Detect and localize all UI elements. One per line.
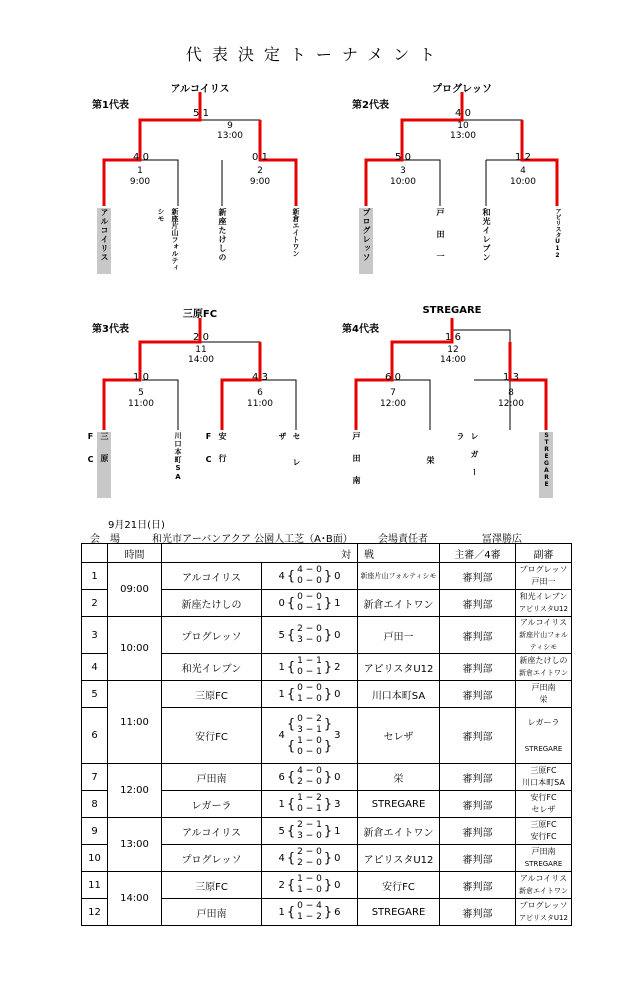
home-score: 5 (278, 825, 285, 837)
match-no: 12 (82, 899, 108, 926)
away-team: 川口本町SA (358, 681, 440, 708)
half-score: 0 − 1 (297, 667, 322, 677)
home-team: プログレッソ (162, 845, 262, 872)
page-title: 代表決定トーナメント (185, 45, 446, 64)
referee: 審判部 (440, 818, 516, 845)
away-team: アピリスタU12 (358, 654, 440, 681)
bracket1-team-3: 新座たけしの (218, 208, 227, 262)
referee: 審判部 (440, 791, 516, 818)
score-cell: 6 { 4 − 0 2 − 0 } 0 (262, 764, 358, 791)
half-score: 0 − 1 (297, 603, 322, 613)
half-score: 1 − 2 (297, 793, 322, 803)
half-score: 1 − 0 (297, 885, 322, 895)
half-score: 1 − 1 (297, 656, 322, 666)
bracket4-label: 第4代表 (342, 324, 379, 335)
assistant-2: 安行FC (530, 832, 557, 841)
bracket1-semi2-no: 2 (257, 166, 263, 176)
bracket3-team-2: 川口本町SA (174, 432, 182, 482)
bracket2-final-time: 13:00 (450, 131, 476, 141)
match-no: 2 (82, 590, 108, 617)
home-team: 新座たけしの (162, 590, 262, 617)
venue-name: 和光市アーバンアクア 公園人工芝（A･B面） (152, 534, 353, 545)
bracket3-team-1: 三原FC (97, 432, 111, 498)
assistant-1: 三原FC (530, 820, 557, 829)
home-team: 安行FC (162, 708, 262, 764)
match-no: 5 (82, 681, 108, 708)
manager-name: 冨澤勝広 (482, 534, 522, 545)
home-team: 和光イレブン (162, 654, 262, 681)
header-match-2: 戦 (358, 544, 440, 563)
half-score: 1 − 2 (297, 912, 322, 922)
assistant-referee (516, 681, 572, 708)
referee: 審判部 (440, 764, 516, 791)
away-score: 3 (334, 730, 341, 741)
away-team: STREGARE (358, 899, 440, 926)
away-team: 新倉エイトワン (358, 818, 440, 845)
referee: 審判部 (440, 563, 516, 590)
assistant-referee (516, 791, 572, 818)
score-cell: 5 { 2 − 1 3 − 0 } 1 (262, 818, 358, 845)
bracket2-team-3: 和光イレブン (482, 208, 491, 262)
assistant-2: 川口本町SA (522, 778, 565, 787)
half-score: 0 − 0 (297, 592, 322, 602)
half-score: 2 − 0 (297, 847, 322, 857)
table-row (82, 681, 572, 708)
header-time: 時間 (108, 544, 162, 563)
time-cell: 10:00 (108, 617, 162, 681)
table-row (82, 764, 572, 791)
home-score: 4 (278, 852, 285, 864)
bracket3-team-3: 安行FC (204, 432, 227, 478)
venue-label: 会 場 (90, 534, 120, 545)
manager-label: 会場責任者 (378, 534, 428, 545)
header-no (82, 544, 108, 563)
assistant-2: STREGARE (524, 744, 563, 753)
assistant-referee (516, 708, 572, 764)
match-no: 7 (82, 764, 108, 791)
away-team: 安行FC (358, 872, 440, 899)
home-team: 戸田南 (162, 899, 262, 926)
score-cell: 4 { 2 − 0 2 − 0 } 0 (262, 845, 358, 872)
bracket2-final-score: 4 0 (455, 108, 471, 119)
half-score: 1 − 0 (297, 694, 322, 704)
away-score: 0 (334, 629, 341, 641)
time-cell: 09:00 (108, 563, 162, 617)
time-cell: 12:00 (108, 764, 162, 818)
bracket4-final-no: 12 (447, 345, 459, 355)
bracket1-team-4: 新倉エイトワン (292, 208, 300, 257)
home-team: プログレッソ (162, 617, 262, 654)
bracket3-team-4: セレザ (278, 432, 301, 484)
assistant-1: 戸田南 (531, 847, 556, 856)
assistant-2: STREGARE (524, 860, 563, 868)
bracket4-team-4: STREGARE (539, 432, 553, 498)
assistant-1: 和光イレブン (519, 592, 568, 601)
assistant-referee (516, 764, 572, 791)
assistant-referee (516, 818, 572, 845)
assistant-1: 安行FC (530, 793, 557, 802)
home-team: アルコイリス (162, 818, 262, 845)
assistant-2: アピリスタU12 (519, 605, 568, 613)
assistant-1: アルコイリス (519, 618, 568, 627)
bracket1-champion: アルコイリス (170, 84, 230, 95)
home-score: 0 (278, 597, 285, 609)
referee: 審判部 (440, 708, 516, 764)
away-score: 2 (334, 661, 341, 673)
referee: 審判部 (440, 845, 516, 872)
time-cell: 14:00 (108, 872, 162, 926)
away-team: 新倉エイトワン (358, 590, 440, 617)
half-score: 2 − 0 (297, 777, 322, 787)
assistant-referee (516, 590, 572, 617)
score-cell: 5 { 2 − 0 3 − 0 } 0 (262, 617, 358, 654)
bracket1-semi2-score: 0 1 (252, 152, 268, 163)
referee: 審判部 (440, 899, 516, 926)
referee: 審判部 (440, 872, 516, 899)
bracket3-final-score: 2 0 (193, 332, 209, 343)
home-team: 三原FC (162, 872, 262, 899)
assistant-1: アルコイリス (519, 874, 568, 883)
home-score: 2 (278, 879, 285, 891)
home-score: 1 (278, 688, 285, 700)
bracket3-semi1-score: 1 0 (133, 372, 149, 383)
referee: 審判部 (440, 681, 516, 708)
score-cell: 1 { 1 − 2 0 − 1 } 3 (262, 791, 358, 818)
bracket2-team-1: プログレッソ (359, 208, 373, 274)
header-referee: 主審／4審 (440, 544, 516, 563)
match-no: 8 (82, 791, 108, 818)
bracket4-champion: STREGARE (422, 305, 482, 316)
assistant-1: プログレッソ (519, 901, 568, 910)
score-cell: 4 { 0 − 2 3 − 1 } { 1 − 0 0 − 0 } 3 (262, 708, 358, 764)
header-match-1: 対 (162, 544, 358, 563)
bracket3-final-no: 11 (195, 345, 207, 355)
home-team: 戸田南 (162, 764, 262, 791)
away-team: 新座片山フォルティシモ (358, 563, 440, 590)
bracket3-semi2-score: 4 3 (252, 372, 268, 383)
bracket4-final-time: 14:00 (440, 355, 466, 365)
time-cell: 13:00 (108, 818, 162, 872)
assistant-referee (516, 899, 572, 926)
match-no: 10 (82, 845, 108, 872)
assistant-2: 新座片山フォルティシモ (519, 631, 568, 651)
half-score: 0 − 1 (297, 804, 322, 814)
bracket4-semi1-time: 12:00 (380, 399, 406, 409)
away-team: 戸田一 (358, 617, 440, 654)
assistant-2: アピリスタU12 (519, 914, 568, 922)
assistant-2: 新倉エイトワン (519, 887, 568, 895)
away-team: STREGARE (358, 791, 440, 818)
score-cell: 1 { 1 − 1 0 − 1 } 2 (262, 654, 358, 681)
bracket1-semi1-time: 9:00 (129, 177, 151, 187)
away-score: 0 (334, 688, 341, 700)
assistant-referee (516, 563, 572, 590)
half-score: 0 − 0 (297, 576, 322, 586)
away-score: 0 (334, 879, 341, 891)
header-assistant: 副審 (516, 544, 572, 563)
assistant-2: セレザ (531, 805, 556, 814)
assistant-referee (516, 872, 572, 899)
bracket1-semi1-no: 1 (137, 166, 143, 176)
bracket4-final-score: 1 6 (445, 332, 461, 343)
bracket2-semi2-time: 10:00 (510, 177, 536, 187)
half-score: 3 − 0 (297, 831, 322, 841)
bracket3-final-time: 14:00 (188, 355, 214, 365)
bracket3-label: 第3代表 (92, 324, 129, 335)
away-team: セレザ (358, 708, 440, 764)
assistant-2: 戸田一 (531, 577, 556, 586)
away-score: 0 (334, 852, 341, 864)
half-score: 0 − 2 (297, 713, 322, 724)
score-cell: 4 { 4 − 0 0 − 0 } 0 (262, 563, 358, 590)
bracket4-semi2-no: 8 (508, 388, 514, 398)
bracket2-semi1-time: 10:00 (390, 177, 416, 187)
assistant-referee (516, 654, 572, 681)
bracket3-semi2-no: 6 (257, 388, 263, 398)
referee: 審判部 (440, 590, 516, 617)
bracket4-semi1-no: 7 (390, 388, 396, 398)
bracket2-semi2-no: 4 (520, 166, 526, 176)
bracket2-champion: プログレッソ (432, 84, 492, 95)
bracket1-final-no: 9 (227, 121, 233, 131)
bracket4-team-3: レガーラ (456, 432, 479, 486)
bracket4-semi2-time: 12:00 (498, 399, 524, 409)
away-team: 栄 (358, 764, 440, 791)
half-score: 2 − 1 (297, 820, 322, 830)
bracket1-team-2: 新座片山フォルティシモ (157, 208, 179, 271)
referee: 審判部 (440, 654, 516, 681)
away-score: 6 (334, 906, 341, 918)
assistant-1: 戸田南 (531, 683, 556, 692)
assistant-2: 新倉エイトワン (519, 669, 568, 677)
schedule-table (81, 543, 572, 926)
event-date: 9月21日(日) (108, 520, 165, 531)
home-team: レガーラ (162, 791, 262, 818)
bracket4-semi1-score: 6 0 (385, 372, 401, 383)
half-score: 4 − 0 (297, 766, 322, 776)
home-team: アルコイリス (162, 563, 262, 590)
bracket2-final-no: 10 (457, 121, 469, 131)
assistant-2: 栄 (539, 695, 548, 704)
match-no: 1 (82, 563, 108, 590)
home-score: 4 (278, 730, 285, 741)
referee: 審判部 (440, 617, 516, 654)
bracket4-team-2: 栄 (426, 456, 435, 465)
assistant-referee (516, 845, 572, 872)
schedule-body (82, 563, 572, 926)
bracket3-semi1-time: 11:00 (128, 399, 154, 409)
bracket4-semi2-score: 1 3 (503, 372, 519, 383)
home-score: 1 (278, 906, 285, 918)
half-score: 2 − 0 (297, 858, 322, 868)
score-cell: 1 { 0 − 4 1 − 2 } 6 (262, 899, 358, 926)
table-row (82, 563, 572, 590)
away-score: 0 (334, 771, 341, 783)
bracket1-team-1: アルコイリス (97, 208, 111, 274)
table-row (82, 872, 572, 899)
table-row (82, 617, 572, 654)
half-score: 0 − 4 (297, 901, 322, 911)
bracket1-semi2-time: 9:00 (249, 177, 271, 187)
home-score: 6 (278, 771, 285, 783)
half-score: 3 − 0 (297, 635, 322, 645)
home-score: 1 (278, 798, 285, 810)
score-cell: 1 { 0 − 0 1 − 0 } 0 (262, 681, 358, 708)
assistant-1: プログレッソ (519, 565, 568, 574)
away-score: 0 (334, 570, 341, 582)
pk-score: 1 − 0 (297, 735, 322, 746)
assistant-1: 三原FC (530, 766, 557, 775)
bracket2-label: 第2代表 (352, 100, 389, 111)
table-row (82, 818, 572, 845)
bracket3-semi2-time: 11:00 (247, 399, 273, 409)
bracket1-final-score: 5 1 (193, 108, 209, 119)
bracket4-team-1: 戸田南 (352, 432, 361, 498)
bracket2-semi2-score: 1 2 (515, 152, 531, 163)
bracket2-team-4: アピリスタU12 (554, 208, 561, 259)
home-score: 4 (278, 570, 285, 582)
match-no: 11 (82, 872, 108, 899)
match-no: 3 (82, 617, 108, 654)
away-score: 1 (334, 597, 341, 609)
away-score: 3 (334, 798, 341, 810)
score-cell: 0 { 0 − 0 0 − 1 } 1 (262, 590, 358, 617)
home-team: 三原FC (162, 681, 262, 708)
match-no: 4 (82, 654, 108, 681)
table-header-row (82, 544, 572, 563)
half-score: 2 − 0 (297, 624, 322, 634)
bracket1-final-time: 13:00 (217, 131, 243, 141)
away-team: アピリスタU12 (358, 845, 440, 872)
match-no: 6 (82, 708, 108, 764)
bracket2-team-2: 戸田一 (436, 208, 445, 274)
bracket3-champion: 三原FC (182, 309, 218, 320)
match-no: 9 (82, 818, 108, 845)
bracket3-semi1-no: 5 (138, 388, 144, 398)
bracket1-semi1-score: 4 0 (133, 152, 149, 163)
bracket2-semi1-no: 3 (400, 166, 406, 176)
half-score: 1 − 0 (297, 874, 322, 884)
bracket1-label: 第1代表 (92, 100, 129, 111)
time-cell: 11:00 (108, 681, 162, 764)
assistant-1: レガーラ (527, 717, 560, 727)
away-score: 1 (334, 825, 341, 837)
score-cell: 2 { 1 − 0 1 − 0 } 0 (262, 872, 358, 899)
half-score: 3 − 1 (297, 724, 322, 735)
assistant-referee (516, 617, 572, 654)
bracket2-semi1-score: 5 0 (395, 152, 411, 163)
assistant-1: 新座たけしの (519, 656, 568, 665)
home-score: 5 (278, 629, 285, 641)
home-score: 1 (278, 661, 285, 673)
pk-score: 0 − 0 (297, 746, 322, 757)
half-score: 0 − 0 (297, 683, 322, 693)
half-score: 4 − 0 (297, 565, 322, 575)
